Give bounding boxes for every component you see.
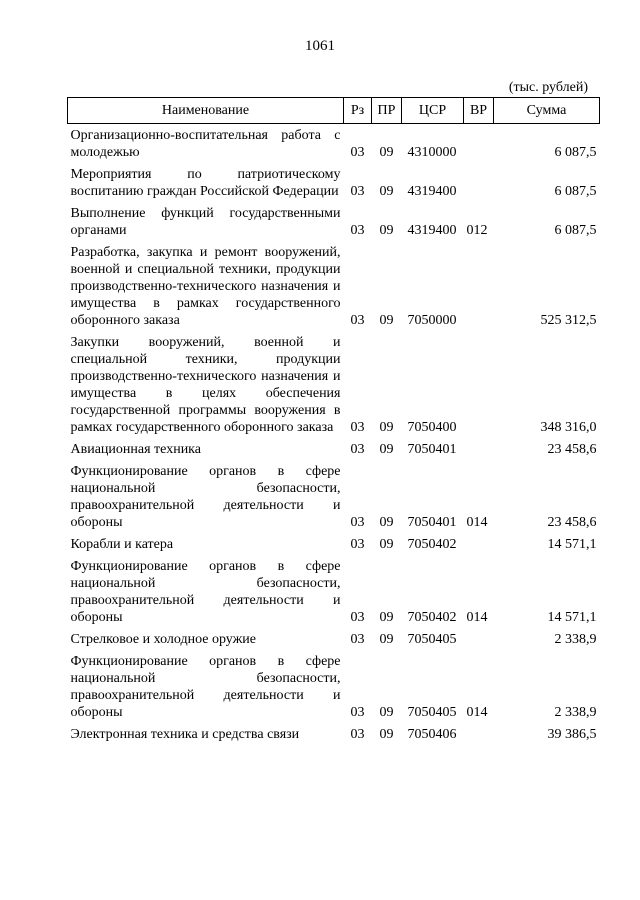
row-rz: 03 (350, 727, 365, 742)
table-row (68, 723, 600, 745)
row-vr: 014 (466, 515, 488, 530)
table-row (68, 555, 600, 628)
row-name: Закупки вооружений, военной и специальной техники, продукции производственно-технического назначения и имущества в целях обеспечения государственной программы вооружения в рамках государственного оборонного заказа (70, 335, 341, 435)
row-rz: 03 (350, 515, 365, 530)
row-sum: 23 458,6 (547, 442, 597, 457)
row-sum: 6 087,5 (554, 184, 597, 199)
row-vr (464, 124, 494, 164)
row-pr: 09 (379, 705, 394, 720)
row-name: Авиационная техника (70, 442, 201, 457)
row-csr: 7050401 (407, 515, 457, 530)
row-sum: 2 338,9 (554, 705, 597, 720)
row-vr (464, 331, 494, 438)
row-rz: 03 (350, 420, 365, 435)
table-row (68, 460, 600, 533)
header-rz: Рз (344, 98, 372, 124)
row-name: Корабли и катера (70, 537, 174, 552)
table-row (68, 163, 600, 202)
table-body (68, 124, 600, 746)
row-sum: 6 087,5 (554, 223, 597, 238)
row-pr: 09 (379, 442, 394, 457)
row-name: Электронная техника и средства связи (70, 727, 300, 742)
header-csr: ЦСР (402, 98, 464, 124)
row-sum: 23 458,6 (547, 515, 597, 530)
table-row (68, 628, 600, 650)
row-pr: 09 (379, 632, 394, 647)
table-row (68, 331, 600, 438)
budget-table (67, 97, 600, 745)
row-rz: 03 (350, 632, 365, 647)
row-csr: 4319400 (407, 223, 457, 238)
row-rz: 03 (350, 313, 365, 328)
row-sum: 14 571,1 (547, 537, 597, 552)
row-vr: 012 (466, 223, 488, 238)
page-number: 1061 (305, 38, 335, 54)
row-sum: 525 312,5 (540, 313, 597, 328)
row-csr: 7050402 (407, 610, 457, 625)
row-vr (464, 628, 494, 650)
table-header (68, 98, 600, 124)
row-rz: 03 (350, 223, 365, 238)
row-csr: 4319400 (407, 184, 457, 199)
row-name: Разработка, закупка и ремонт вооружений, военной и специальной техники, продукции производственно-технического назначения и имущества в рамках государственного оборонного заказа (70, 245, 341, 328)
row-csr: 7050401 (407, 442, 457, 457)
units-label: (тыс. рублей) (508, 80, 588, 95)
row-pr: 09 (379, 223, 394, 238)
row-name: Функционирование органов в сфере национальной безопасности, правоохранительной деятельности и обороны (70, 654, 341, 720)
row-csr: 7050406 (407, 727, 457, 742)
row-csr: 4310000 (407, 145, 457, 160)
header-sum: Сумма (494, 98, 600, 124)
row-pr: 09 (379, 313, 394, 328)
row-vr (464, 241, 494, 331)
row-name: Стрелковое и холодное оружие (70, 632, 256, 647)
row-pr: 09 (379, 420, 394, 435)
row-pr: 09 (379, 515, 394, 530)
row-pr: 09 (379, 184, 394, 199)
row-pr: 09 (379, 727, 394, 742)
row-name: Выполнение функций государственными органами (70, 206, 341, 238)
table-row (68, 241, 600, 331)
row-rz: 03 (350, 145, 365, 160)
table-row (68, 124, 600, 164)
row-sum: 2 338,9 (554, 632, 597, 647)
row-pr: 09 (379, 537, 394, 552)
header-name: Наименование (68, 98, 344, 124)
row-sum: 14 571,1 (547, 610, 597, 625)
table-row (68, 650, 600, 723)
row-vr (464, 533, 494, 555)
header-pr: ПР (372, 98, 402, 124)
row-pr: 09 (379, 610, 394, 625)
row-csr: 7050400 (407, 420, 457, 435)
row-sum: 348 316,0 (540, 420, 597, 435)
row-csr: 7050000 (407, 313, 457, 328)
row-csr: 7050402 (407, 537, 457, 552)
row-name: Организационно-воспитательная работа с молодежью (70, 128, 341, 160)
row-vr: 014 (466, 610, 488, 625)
row-pr: 09 (379, 145, 394, 160)
row-name: Функционирование органов в сфере национальной безопасности, правоохранительной деятельности и обороны (70, 464, 341, 530)
row-vr: 014 (466, 705, 488, 720)
row-rz: 03 (350, 442, 365, 457)
header-vr: ВР (464, 98, 494, 124)
row-vr (464, 163, 494, 202)
table-row (68, 438, 600, 460)
row-name: Функционирование органов в сфере национальной безопасности, правоохранительной деятельности и обороны (70, 559, 341, 625)
row-name: Мероприятия по патриотическому воспитанию граждан Российской Федерации (70, 167, 341, 199)
row-rz: 03 (350, 537, 365, 552)
row-sum: 39 386,5 (547, 727, 597, 742)
row-rz: 03 (350, 610, 365, 625)
table-row (68, 202, 600, 241)
row-csr: 7050405 (407, 705, 457, 720)
row-rz: 03 (350, 184, 365, 199)
row-csr: 7050405 (407, 632, 457, 647)
row-vr (464, 438, 494, 460)
row-rz: 03 (350, 705, 365, 720)
table-row (68, 533, 600, 555)
row-sum: 6 087,5 (554, 145, 597, 160)
row-vr (464, 723, 494, 745)
